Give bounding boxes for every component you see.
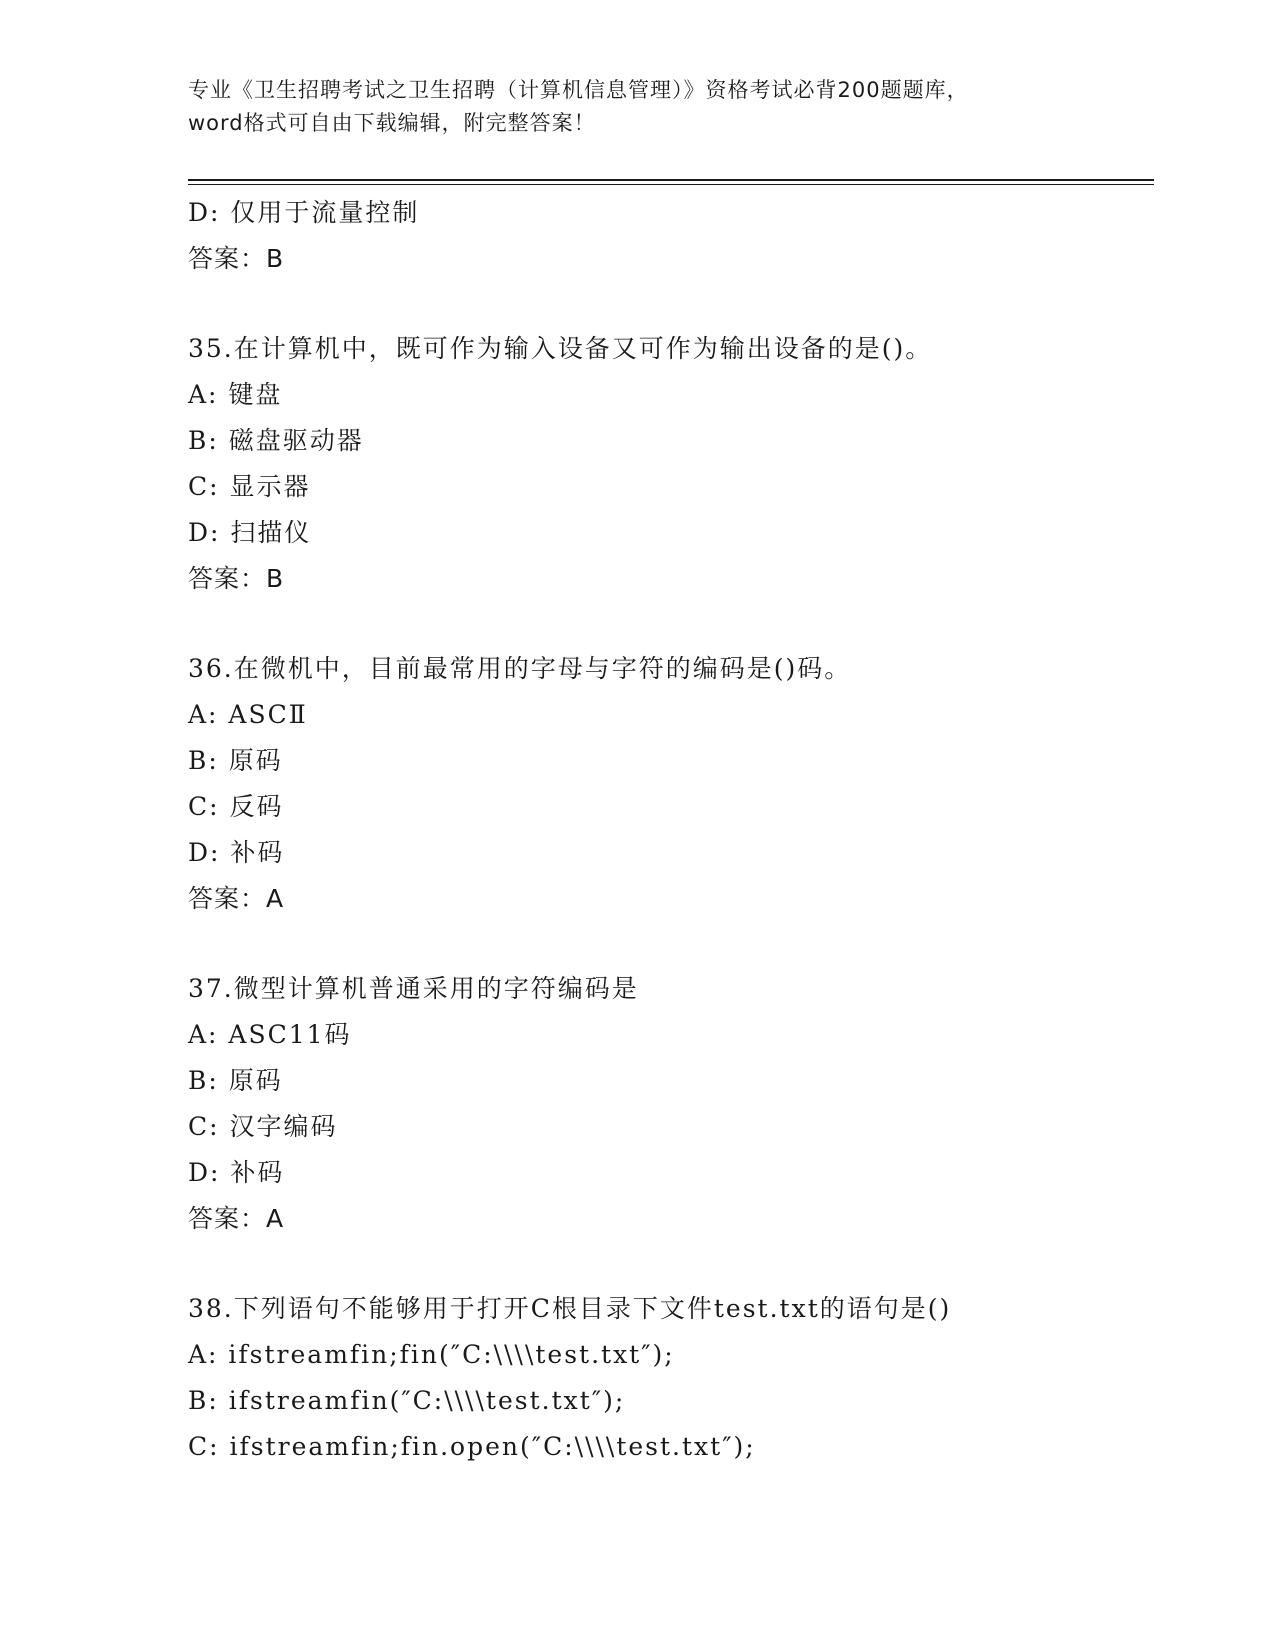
question-block-38 <box>188 1286 1148 1470</box>
option-c: C: ifstreamfin;fin.open(″C:\\\\test.txt″); <box>188 1432 756 1461</box>
option-b: B: ifstreamfin(″C:\\\\test.txt″); <box>188 1386 626 1415</box>
document-body <box>188 190 1148 1470</box>
option-c: C: 显示器 <box>188 472 311 501</box>
spacer <box>188 922 1148 966</box>
option-d: D: 补码 <box>188 838 285 867</box>
option-b: B: 磁盘驱动器 <box>188 426 364 455</box>
header-divider-thick <box>188 179 1154 181</box>
option-b: B: 原码 <box>188 746 283 775</box>
spacer <box>188 282 1148 326</box>
spacer <box>188 602 1148 646</box>
question-text: 37.微型计算机普通采用的字符编码是 <box>188 974 639 1003</box>
option-a: A: ifstreamfin;fin(″C:\\\\test.txt″); <box>188 1340 675 1369</box>
option-a: A: 键盘 <box>188 380 283 409</box>
question-text: 36.在微机中，目前最常用的字母与字符的编码是()码。 <box>188 654 852 683</box>
option-b: B: 原码 <box>188 1066 283 1095</box>
question-block-36 <box>188 646 1148 922</box>
header-divider-thin <box>188 184 1154 185</box>
question-block-37 <box>188 966 1148 1242</box>
answer: 答案：B <box>188 244 285 273</box>
header-line-1: 专业《卫生招聘考试之卫生招聘（计算机信息管理）》资格考试必背200题题库， <box>188 78 969 102</box>
header-line-2: word格式可自由下载编辑，附完整答案！ <box>188 111 596 135</box>
question-block-35 <box>188 326 1148 602</box>
question-text: 38.下列语句不能够用于打开C根目录下文件test.txt的语句是() <box>188 1294 952 1323</box>
answer: 答案：B <box>188 564 285 593</box>
option-d: D: 仅用于流量控制 <box>188 198 420 227</box>
question-text: 35.在计算机中，既可作为输入设备又可作为输出设备的是()。 <box>188 334 933 363</box>
document-header <box>188 74 1088 140</box>
spacer <box>188 1242 1148 1286</box>
option-d: D: 补码 <box>188 1158 285 1187</box>
option-d: D: 扫描仪 <box>188 518 312 547</box>
option-a: A: ASCⅡ <box>188 700 308 729</box>
answer: 答案：A <box>188 884 285 913</box>
answer: 答案：A <box>188 1204 285 1233</box>
option-c: C: 反码 <box>188 792 284 821</box>
option-c: C: 汉字编码 <box>188 1112 338 1141</box>
option-a: A: ASC11码 <box>188 1020 352 1049</box>
